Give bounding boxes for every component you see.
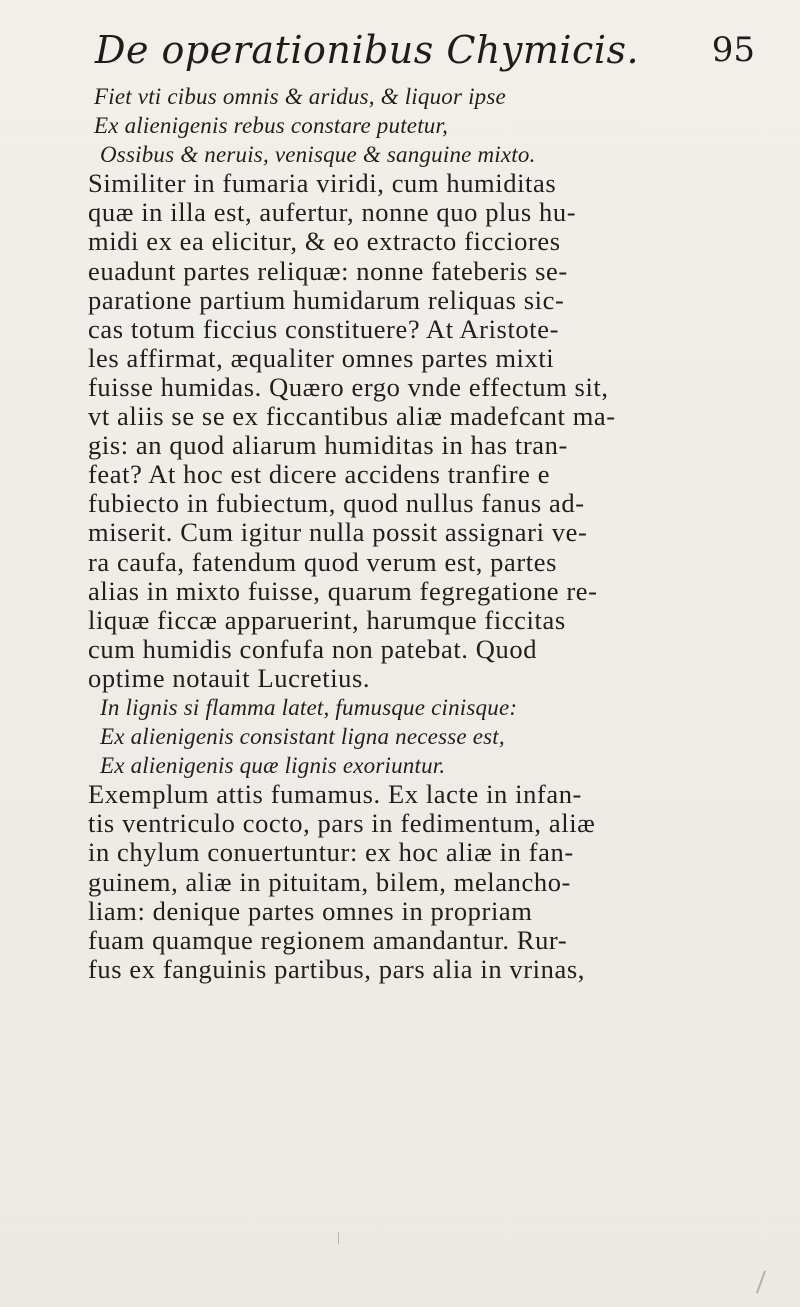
text-line: quæ in illa est, aufertur, nonne quo plus hu-	[88, 197, 577, 228]
body-text	[88, 82, 768, 984]
text-line: feat? At hoc est dicere accidens tranfire e	[88, 459, 551, 490]
text-line: midi ex ea elicitur, & eo extracto ficciores	[88, 226, 561, 257]
verse-line: Ex alienigenis quæ lignis exoriuntur.	[100, 753, 446, 779]
text-line: alias in mixto fuisse, quarum fegregatione re-	[88, 575, 598, 606]
text-line: tis ventriculo cocto, pars in fedimentum, aliæ	[88, 808, 596, 839]
verse-line: Ex alienigenis rebus constare putetur,	[94, 113, 449, 139]
text-line: Similiter in fumaria viridi, cum humiditas	[88, 168, 557, 199]
text-line: gis: an quod aliarum humiditas in has tran-	[88, 430, 568, 461]
verse-line: Ex alienigenis consistant ligna necesse est,	[100, 724, 505, 750]
paper-fleck	[338, 1232, 339, 1244]
text-line: cas totum ficcius constituere? At Aristote-	[88, 313, 560, 344]
text-line: optime notauit Lucretius.	[88, 662, 371, 693]
page-number: 95	[711, 30, 755, 70]
text-line: fuam quamque regionem amandantur. Rur-	[88, 924, 568, 955]
paper-fleck	[756, 1270, 766, 1293]
text-line: Exemplum attis fumamus. Ex lacte in infan-	[88, 779, 582, 810]
text-line: liquæ ficcæ apparuerint, harumque ficcitas	[88, 604, 566, 635]
text-line: euadunt partes reliquæ: nonne fateberis se-	[88, 255, 568, 286]
text-line: fus ex fanguinis partibus, pars alia in vrinas,	[88, 953, 585, 984]
verse-line: In lignis si flamma latet, fumusque cinisque:	[100, 694, 518, 720]
text-line: guinem, aliæ in pituitam, bilem, melancho-	[88, 866, 571, 897]
page-header	[95, 28, 755, 88]
text-line: les affirmat, æqualiter omnes partes mixti	[88, 342, 555, 373]
text-line: fuisse humidas. Quæro ergo vnde effectum sit,	[88, 371, 609, 402]
verse-line: Fiet vti cibus omnis & aridus, & liquor ipse	[94, 84, 506, 109]
text-line: paratione partium humidarum reliquas sic-	[88, 284, 565, 315]
text-line: cum humidis confufa non patebat. Quod	[88, 633, 538, 664]
text-line: ra caufa, fatendum quod verum est, partes	[88, 546, 558, 577]
text-line: liam: denique partes omnes in propriam	[88, 895, 533, 926]
text-line: in chylum conuertuntur: ex hoc aliæ in fan-	[88, 837, 574, 868]
running-head: De operationibus Chymicis.	[95, 28, 640, 72]
text-line: vt aliis se se ex ficcantibus aliæ madefcant ma-	[88, 401, 616, 432]
verse-line: Ossibus & neruis, venisque & sanguine mixto.	[100, 142, 536, 168]
text-line: fubiecto in fubiectum, quod nullus fanus ad-	[88, 488, 585, 519]
text-line: miserit. Cum igitur nulla possit assignari ve-	[88, 517, 588, 548]
